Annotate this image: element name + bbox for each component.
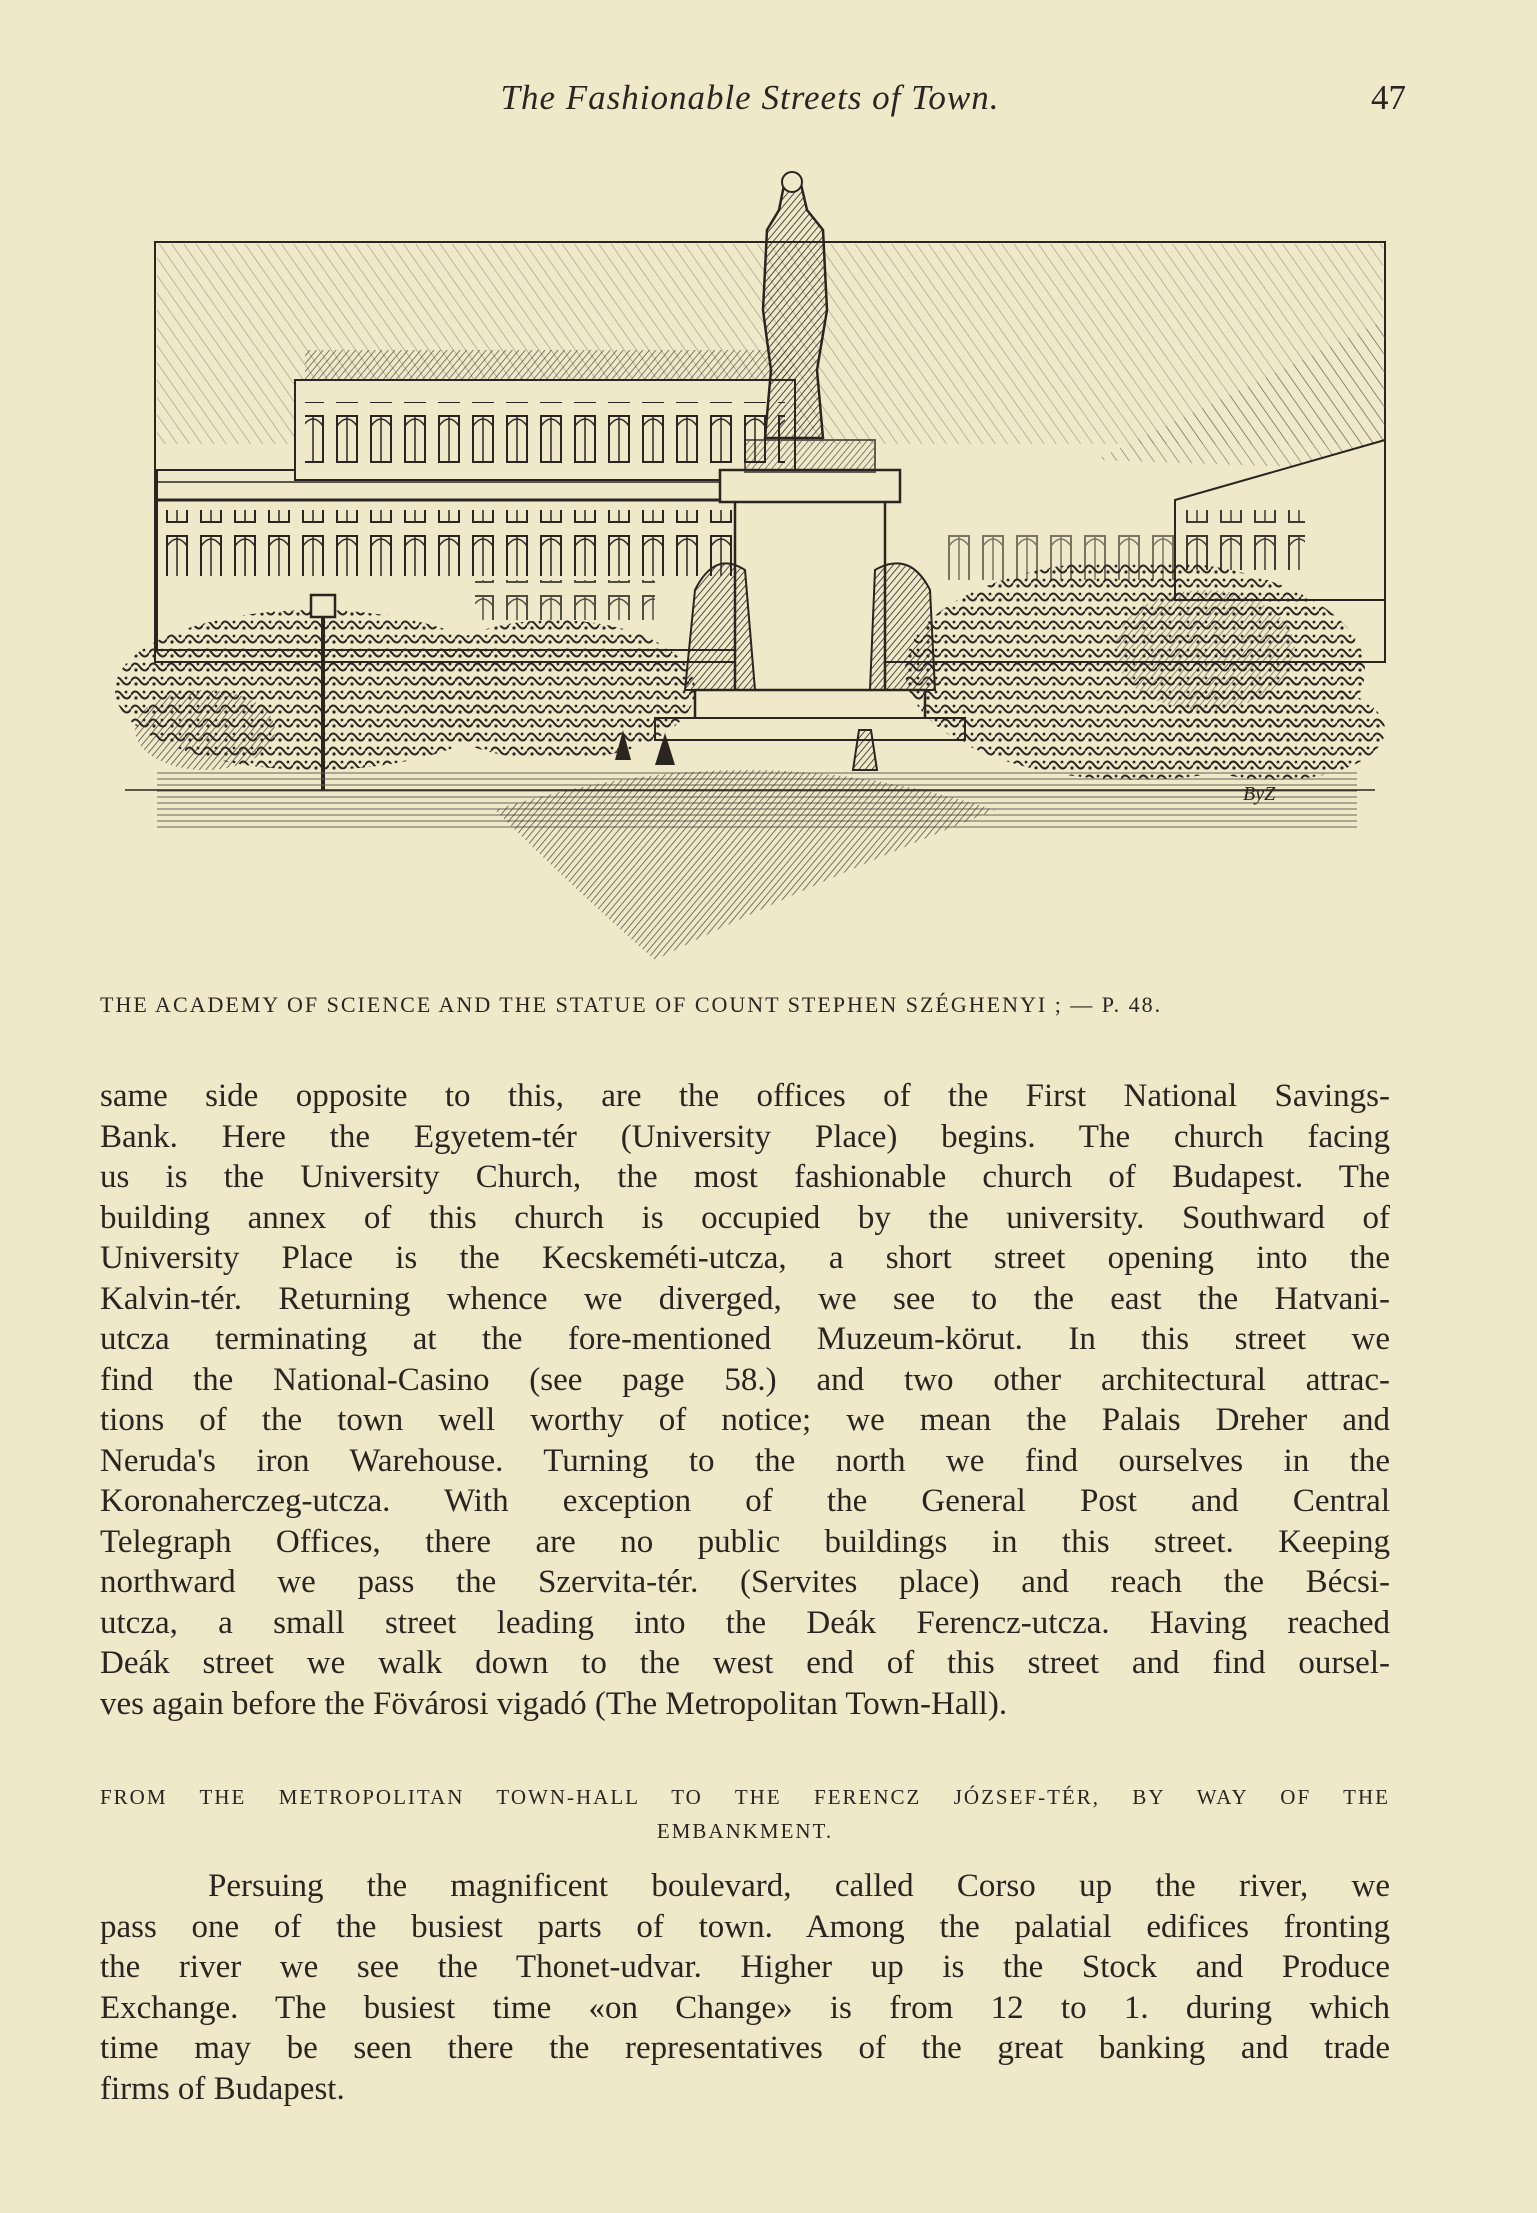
text-line: Exchange. The busiest time «on Change» is from 12 to 1. during which: [100, 1989, 1390, 2026]
paragraph-2: [100, 1866, 1390, 2109]
text-line: northward we pass the Szervita-tér. (Servites place) and reach the Bécsi-: [100, 1564, 1390, 1600]
text-line: Neruda's iron Warehouse. Turning to the north we find ourselves in the: [100, 1442, 1390, 1479]
text-line: find the National-Casino (see page 58.) and two other architectural attrac-: [100, 1361, 1390, 1398]
engraving-academy-of-science: [95, 170, 1400, 960]
text-line: firms of Budapest.: [100, 2070, 345, 2107]
text-line: pass one of the busiest parts of town. Among the palatial edifices fronting: [100, 1908, 1390, 1945]
text-line: Kalvin-tér. Returning whence we diverged, we see to the east the Hatvani-: [100, 1280, 1390, 1317]
section-heading: [100, 1780, 1390, 1848]
section-heading-line: EMBANKMENT.: [656, 1819, 834, 1843]
text-line: Bank. Here the Egyetem-tér (University Place) begins. The church facing: [100, 1118, 1390, 1155]
text-line: tions of the town well worthy of notice; we mean the Palais Dreher and: [100, 1402, 1390, 1438]
section-heading-line: FROM THE METROPOLITAN TOWN-HALL TO THE FERENCZ JÓZSEF-TÉR, BY WAY OF THE: [100, 1785, 1390, 1809]
paragraph-1: [100, 1076, 1390, 1724]
text-line: ves again before the Fövárosi vigadó (The Metropolitan Town-Hall).: [100, 1685, 1008, 1722]
text-line: utcza terminating at the fore-mentioned Muzeum-körut. In this street we: [100, 1321, 1390, 1357]
page-number: 47: [1371, 78, 1406, 117]
text-line: Telegraph Offices, there are no public buildings in this street. Keeping: [100, 1523, 1390, 1560]
text-line: Persuing the magnificent boulevard, called Corso up the river, we: [208, 1868, 1390, 1904]
running-title: The Fashionable Streets of Town.: [500, 78, 1000, 117]
text-line: building annex of this church is occupied by the university. Southward of: [100, 1199, 1390, 1236]
text-line: us is the University Church, the most fashionable church of Budapest. The: [100, 1159, 1390, 1195]
running-head: [100, 78, 1406, 118]
text-line: time may be seen there the representatives of the great banking and trade: [100, 2030, 1390, 2066]
illustration-caption: THE ACADEMY OF SCIENCE AND THE STATUE OF COUNT STEPHEN SZÉGHENYI ; — P. 48.: [100, 992, 1163, 1017]
text-line: Koronaherczeg-utcza. With exception of the General Post and Central: [100, 1483, 1390, 1519]
text-line: Deák street we walk down to the west end of this street and find oursel-: [100, 1645, 1390, 1681]
text-line: the river we see the Thonet-udvar. Higher up is the Stock and Produce: [100, 1949, 1390, 1985]
text-line: same side opposite to this, are the offices of the First National Savings-: [100, 1078, 1390, 1114]
artist-signature: ByZ: [1243, 783, 1276, 805]
text-line: University Place is the Kecskeméti-utcza, a short street opening into the: [100, 1240, 1390, 1276]
text-line: utcza, a small street leading into the Deák Ferencz-utcza. Having reached: [100, 1604, 1390, 1641]
